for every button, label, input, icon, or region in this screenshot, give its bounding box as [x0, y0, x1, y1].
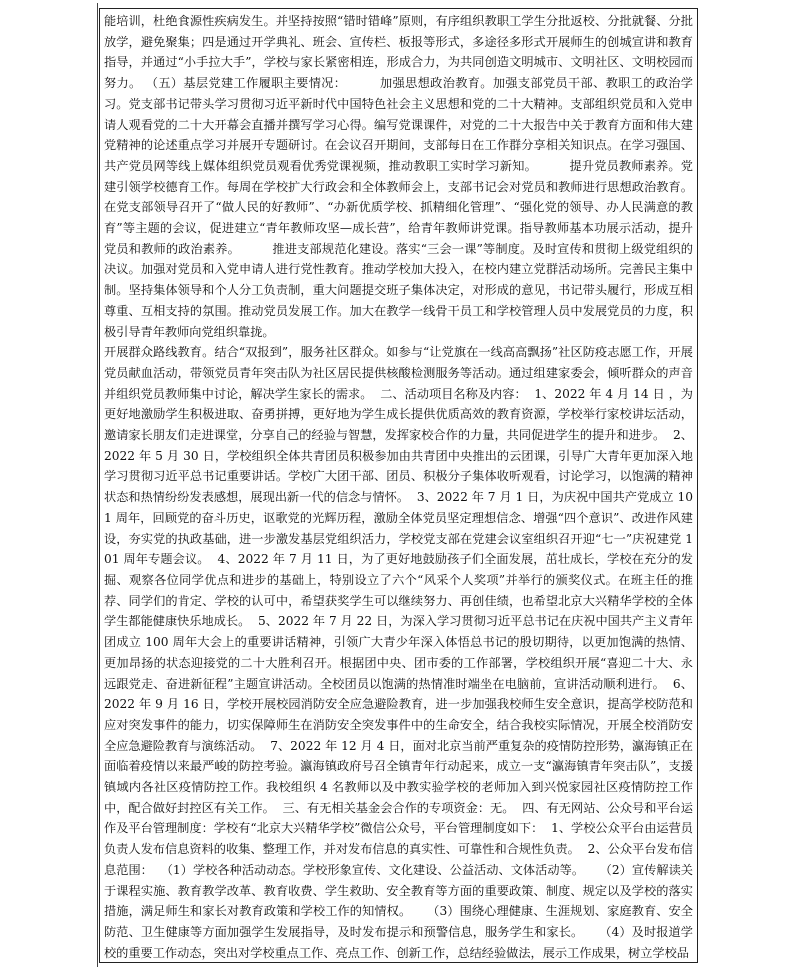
paragraph-activities: 开展群众路线教育。结合“双报到”，服务社区群众。如参与“让党旗在一线高高飘扬”社区防疫志愿工作，开展党员献血活动，带领党员青年突击队为社区居民提供核酸检测服务等活动。通过组建家委会，倾听群众的声音并组织党员教师集中讨论，解决学生家长的需求。 二、活动项目名称及内容： 1、2022 年 4 月 14 日 ，为更好地激励学生积极进取、奋勇拼搏，更好地为学生成长提供优质高效的教育资源，学校举行家校讲坛活动，邀请家长朋友们走进课堂，分享自己的经验与智慧，发挥家校合作的力量，共同促进学生的提升和进步。 2、2022 年 5 月 30 日，学校组织全体共青团员积极参加由共青团中央推出的云团课，引导广大青年更加深入地学习贯彻习近平总书记重要讲话。学校广大团干部、团员、积极分子集体收听观看，讨论学习，以饱满的精神状态和热情纷纷发表感想，展现出新一代的信念与情怀。 3、2022 年 7 月 1 日，为庆祝中国共产党成立 101 周年，回顾党的奋斗历史，讴歌党的光辉历程，激励全体党员坚定理想信念、增强“四个意识”、改进作风建设，夯实党的执政基础，进一步激发基层党组织活力，学校党支部在党建会议室组织召开迎“七一”庆祝建党 101 周年专题会议。 4、2022 年 7 月 11 日，为了更好地鼓励孩子们全面发展，茁壮成长，学校在充分的发掘、观察各位同学优点和进步的基础上，特别设立了六个“风采个人奖项”并举行的颁奖仪式。在班主任的推荐、同学们的肯定、学校的认可中，希望获奖学生可以继续努力、再创佳绩，也希望北京大兴精华学校的全体学生都能健康快乐地成长。 5、2022 年 7 月 22 日，为深入学习贯彻习近平总书记在庆祝中国共产主义青年团成立 100 周年大会上的重要讲话精神，引领广大青少年深入体悟总书记的殷切期待，以更加饱满的热情、更加昂扬的状态迎接党的二十大胜利召开。根据团中央、团市委的工作部署，学校组织开展“喜迎二十大、永远跟党走、奋进新征程”主题宣讲活动。全校团员以饱满的热情准时端坐在电脑前，宣讲活动顺利进行。 6、2022 年 9 月 16 日，学校开展校园消防安全应急避险教育，进一步加强我校师生安全意识，提高学校防范和应对突发事件的能力，切实保障师生在消防安全突发事件中的生命安全，结合我校实际情况，开展全校消防安全应急避险教育与演练活动。 7、2022 年 12 月 4 日，面对北京当前严重复杂的疫情防控形势，瀛海镇正在面临着疫情以来最严峻的防控考验。瀛海镇政府号召全镇青年行动起来，成立一支“瀛海镇青年突击队”，支援镇域内各社区疫情防控工作。我校组织 4 名教师以及中教实验学校的老师加入到兴悦家园社区疫情防控工作中，配合做好封控区有关工作。 三、有无相关基金会合作的专项资金：无。 四、有无网站、公众号和平台运作及平台管理制度：学校有“北京大兴精华学校”微信公众号，平台管理制度如下： 1、学校公众平台由运营员负责人发布信息资料的收集、整理工作，并对发布信息的真实性、可靠性和合规性负责。 2、公众平台发布信息范围： （1）学校各种活动动态。学校形象宣传、文化建设、公益活动、文体活动等。 （2）宣传解读关于课程实施、教育教学改革、教育收费、学生救助、安全教育等方面的重要政策、制度、规定以及学校的落实措施，满足师生和家长对教育政策和学校工作的知情权。 （3）围绕心理健康、生涯规划、家庭教育、安全防范、卫生健康等方面加强学生发展指导，及时发布提示和预警信息，服务学生和家长。 （4）及时报道学校的重要工作动态，突出对学校重点工作、亮点工作、创新工作，总结经验做法，展示工作成果，树立学校品 — [104, 345, 693, 960]
document-page — [99, 8, 698, 963]
paragraph-party-building: 能培训，杜绝食源性疾病发生。并坚持按照“错时错峰”原则，有序组织教职工学生分批返校、分批就餐、分批放学，避免聚集；四是通过开学典礼、班会、宣传栏、板报等形式，多途径多形式开展师生的创城宣讲和教育指导，并通过“小手拉大手”，学校与家长紧密相连，形成合力，为共同创造文明城市、文明社区、文明校园而努力。 （五）基层党建工作履职主要情况： 加强思想政治教育。加强支部党员干部、教职工的政治学习。党支部书记带头学习贯彻习近平新时代中国特色社会主义思想和党的二十大精神。支部组织党员和入党申请人观看党的二十大开幕会直播并撰写学习心得。编写党课课件，对党的二十大报告中关于教育方面和伟大建党精神的论述重点学习并展开专题研讨。在会议召开期间，支部每日在工作群分享相关知识点。在学习强国、共产党员网等线上媒体组织党员观看优秀党课视频，推动教职工实时学习新知。 提升党员教师素养。党建引领学校德育工作。每周在学校扩大行政会和全体教师会上，支部书记会对党员和教师进行思想政治教育。在党支部领导召开了“做人民的好教师”、“办新优质学校、抓精细化管理”、“强化党的领导、办人民满意的教育”等主题的会议，促进建立“青年教师攻坚—成长营”，给青年教师讲党课。指导教师基本功展示活动，提升党员和教师的政治素养。 推进支部规范化建设。落实“三会一课”等制度。及时宣传和贯彻上级党组织的决议。加强对党员和入党申请人进行党性教育。推动学校加大投入，在校内建立党群活动场所。完善民主集中制。坚持集体领导和个人分工负责制，重大问题提交班子集体决定，对形成的意见，书记带头履行，形成互相尊重、互相支持的氛围。推动党员发展工作。加大在教学一线骨干员工和学校管理人员中发展党员的力度，积极引导青年教师向党组织靠拢。 — [104, 14, 693, 339]
document-body — [104, 11, 693, 963]
